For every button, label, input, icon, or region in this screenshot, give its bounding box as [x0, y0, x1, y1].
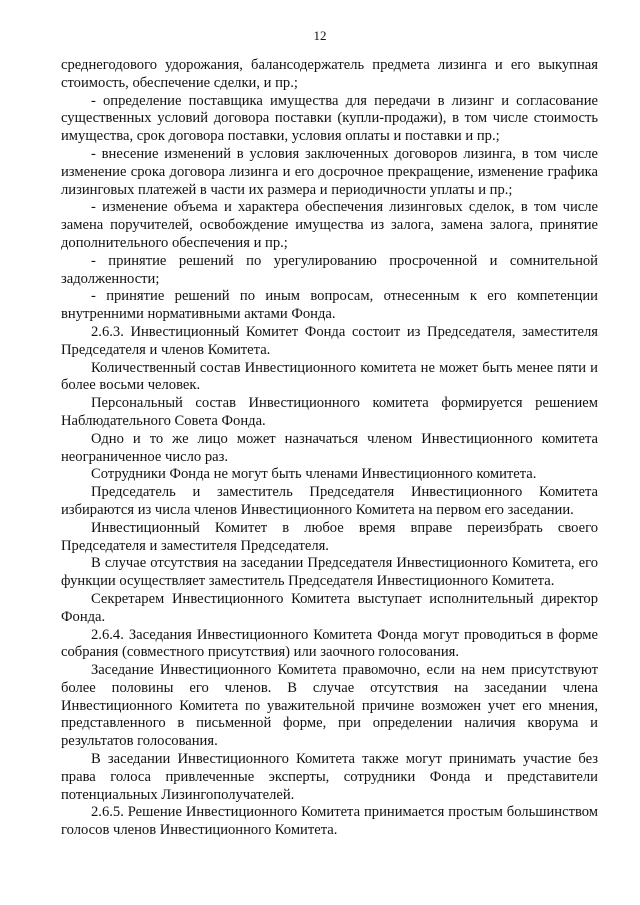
paragraph: Сотрудники Фонда не могут быть членами Инвестиционного комитета. — [91, 466, 537, 483]
paragraph: 2.6.4. Заседания Инвестиционного Комитета Фонда могут проводиться в форме собрания (совместного присутствия) или заочного голосования. — [61, 626, 598, 661]
paragraph: - внесение изменений в условия заключенных договоров лизинга, в том числе изменение срока договора лизинга и его досрочное прекращение, изменение графика лизинговых платежей в части их размера и периодичности уплаты и пр.; — [61, 145, 598, 198]
document-body — [61, 57, 598, 840]
paragraph: В случае отсутствия на заседании Председателя Инвестиционного Комитета, его функции осуществляет заместитель Председателя Инвестиционного Комитета. — [61, 555, 598, 590]
paragraph: - определение поставщика имущества для передачи в лизинг и согласование существенных условий договора поставки (купли-продажи), в том числе стоимость имущества, срок договора поставки, условия оплаты и поставки и пр.; — [61, 92, 598, 145]
paragraph: Секретарем Инвестиционного Комитета выступает исполнительный директор Фонда. — [61, 590, 598, 625]
paragraph: Одно и то же лицо может назначаться членом Инвестиционного комитета неограниченное число раз. — [61, 430, 598, 465]
paragraph: 2.6.3. Инвестиционный Комитет Фонда состоит из Председателя, заместителя Председателя и членов Комитета. — [61, 323, 598, 358]
paragraph: В заседании Инвестиционного Комитета также могут принимать участие без права голоса привлеченные эксперты, сотрудники Фонда и представители потенциальных Лизингополучателей. — [61, 751, 598, 803]
paragraph: - принятие решений по урегулированию просроченной и сомнительной задолженности; — [61, 252, 598, 287]
page-number: 12 — [313, 28, 327, 43]
paragraph: среднегодового удорожания, балансодержатель предмета лизинга и его выкупная стоимость, обеспечение сделки, и пр.; — [61, 57, 598, 91]
paragraph: 2.6.5. Решение Инвестиционного Комитета принимается простым большинством голосов членов Инвестиционного Комитета. — [61, 804, 598, 839]
paragraph: Председатель и заместитель Председателя Инвестиционного Комитета избираются из числа членов Инвестиционного Комитета на первом его заседании. — [61, 484, 598, 518]
paragraph: Количественный состав Инвестиционного комитета не может быть менее пяти и более восьми человек. — [61, 359, 598, 394]
paragraph: Персональный состав Инвестиционного комитета формируется решением Наблюдательного Совета Фонда. — [61, 395, 598, 429]
paragraph: Заседание Инвестиционного Комитета правомочно, если на нем присутствуют более половины его членов. В случае отсутствия на заседании члена Инвестиционного Комитета по уважительной причине возможен учет его мнения, представленного в письменной форме, при определении наличия кворума и результатов голосования. — [61, 662, 598, 750]
paragraph: - изменение объема и характера обеспечения лизинговых сделок, в том числе замена поручителей, освобождение имущества из залога, замена залога, принятие дополнительного обеспечения и пр.; — [61, 199, 598, 251]
paragraph: - принятие решений по иным вопросам, отнесенным к его компетенции внутренними нормативными актами Фонда. — [61, 288, 598, 323]
paragraph: Инвестиционный Комитет в любое время вправе переизбрать своего Председателя и заместителя Председателя. — [61, 519, 598, 554]
